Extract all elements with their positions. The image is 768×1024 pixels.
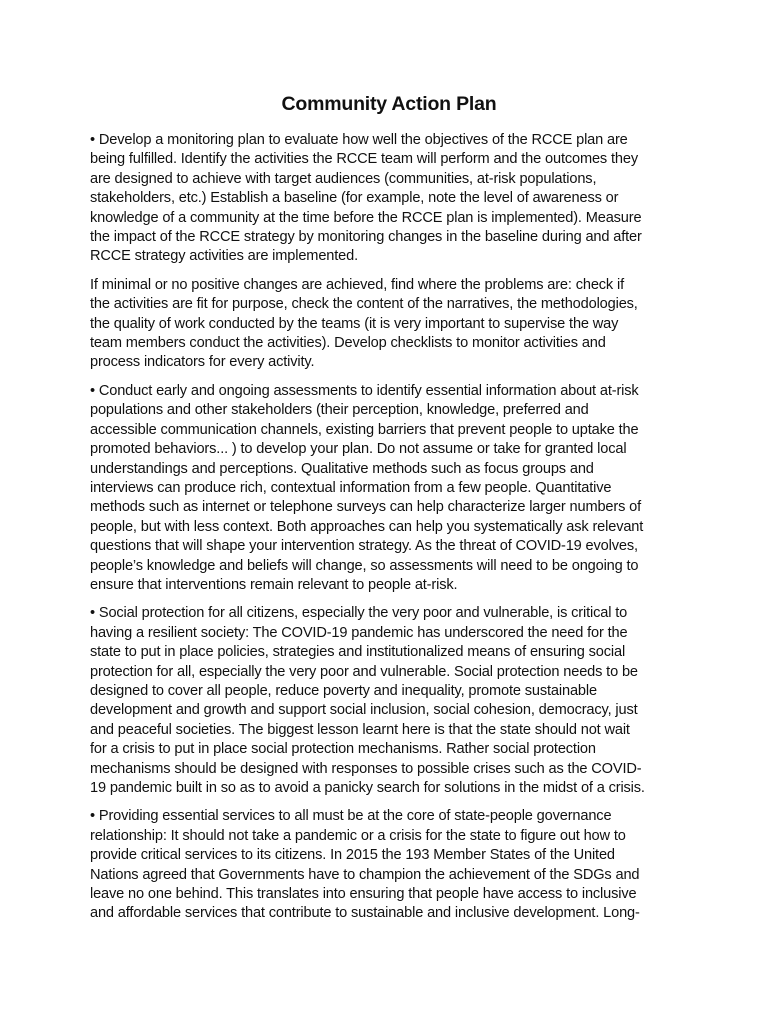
paragraph-monitoring-plan: • Develop a monitoring plan to evaluate how well the objectives of the RCCE plan are being fulfilled. Identify the activities the RCCE team will perform and the outcomes they are designed to achieve with target audiences (communities, at-risk populations, stakeholders, etc.) Establish a baseline (for example, note the level of awareness or knowledge of a community at the time before the RCCE plan is implemented). Measure the impact of the RCCE strategy by monitoring changes in the baseline during and after RCCE strategy activities are implemented. — [90, 132, 642, 265]
paragraph-problem-check: If minimal or no positive changes are achieved, find where the problems are: check if the activities are fit for purpose, check the content of the narratives, the methodologies, the quality of work conducted by the teams (it is very important to supervise the way team members conduct the activities). Develop checklists to monitor activities and process indicators for every activity. — [90, 276, 638, 371]
paragraph-social-protection: • Social protection for all citizens, especially the very poor and vulnerable, is critical to having a resilient society: The COVID-19 pandemic has underscored the need for the state to put in place policies, strategies and institutionalized means of ensuring social protection for all, especially the very poor and vulnerable. Social protection needs to be designed to cover all people, reduce poverty and inequality, promote sustainable development and growth and support social inclusion, social cohesion, democracy, just and peaceful societies. The biggest lesson learnt here is that the state should not wait for a crisis to put in place social protection mechanisms. Rather social protection mechanisms should be designed with responses to possible crises such as the COVID- 19 pandemic built in so as to avoid a panicky search for solutions in the midst of a crisis. — [90, 605, 645, 796]
paragraph-essential-services: • Providing essential services to all must be at the core of state-people governance relationship: It should not take a pandemic or a crisis for the state to figure out how to provide critical services to its citizens. In 2015 the 193 Member States of the United Nations agreed that Governments have to champion the achievement of the SDGs and leave no one behind. This translates into ensuring that people have access to inclusive and affordable services that contribute to sustainable and inclusive development. Long- — [90, 808, 640, 922]
paragraph-assessments: • Conduct early and ongoing assessments to identify essential information about at-risk populations and other stakeholders (their perception, knowledge, preferred and accessible communication channels, existing barriers that prevent people to uptake the promoted behaviors... ) to develop your plan. Do not assume or take for granted local understandings and perceptions. Qualitative methods such as focus groups and interviews can produce rich, contextual information from a few people. Quantitative methods such as internet or telephone surveys can help characterize larger numbers of people, but with less context. Both approaches can help you systematically ask relevant questions that will shape your intervention strategy. As the threat of COVID-19 evolves, people’s knowledge and beliefs will change, so assessments will need to be ongoing to ensure that interventions remain relevant to people at-risk. — [90, 382, 644, 593]
page-title: Community Action Plan — [281, 93, 497, 115]
